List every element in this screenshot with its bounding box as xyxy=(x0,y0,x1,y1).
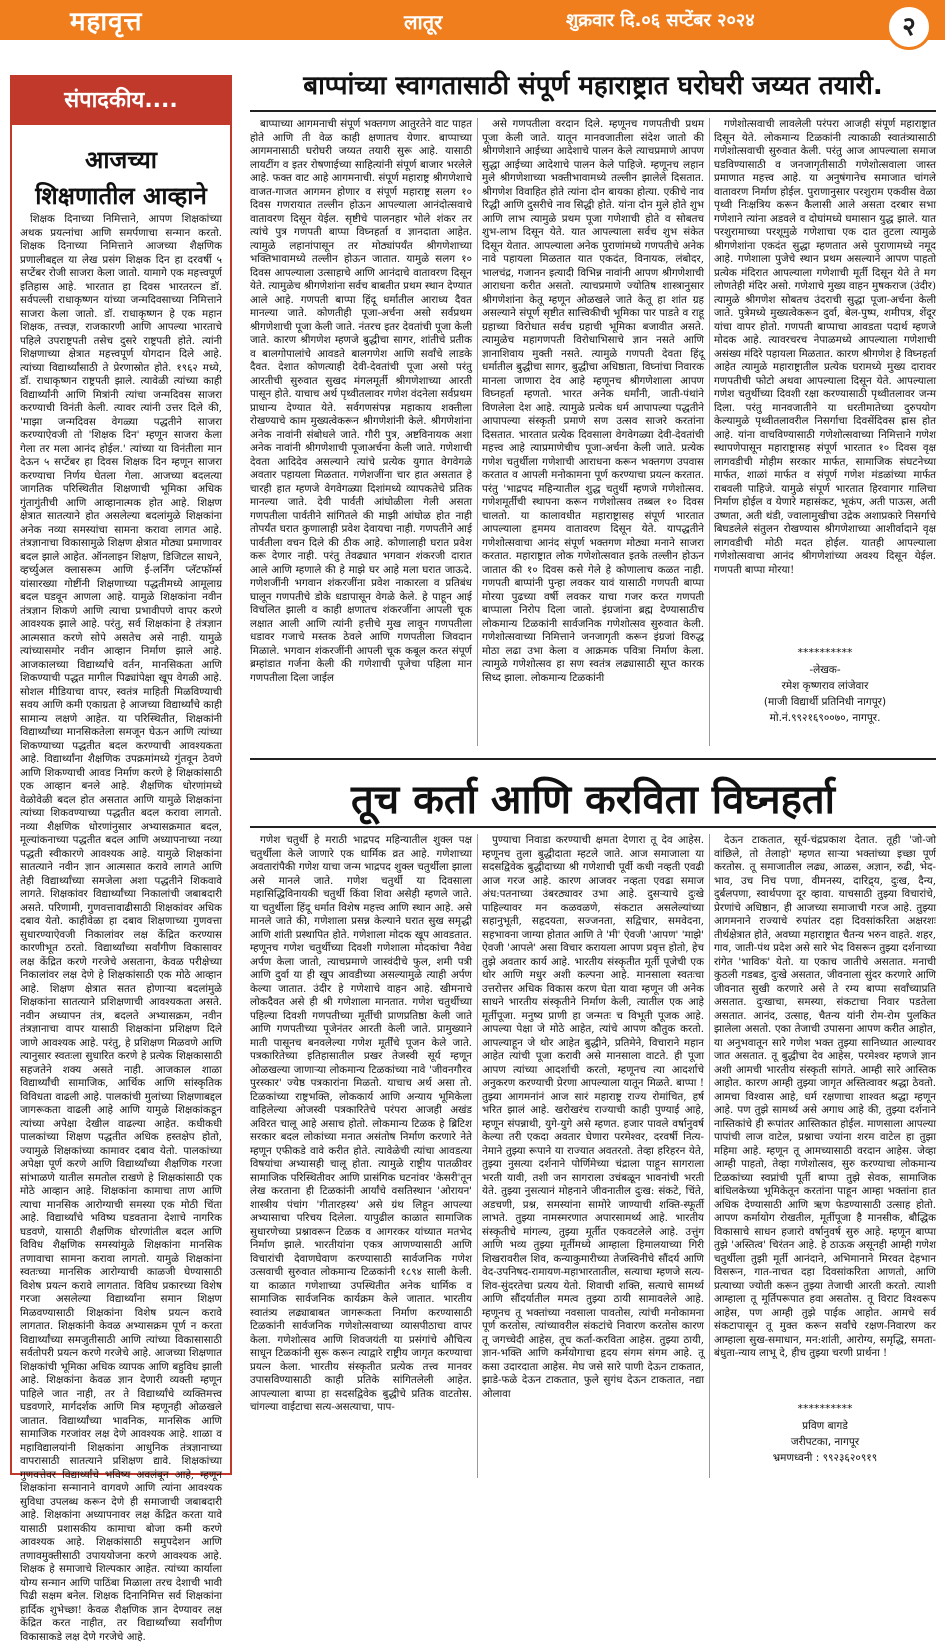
article2-col1-text: गणेश चतुर्थी हे मराठी भाद्रपद महिन्यातील शुक्ल पक्ष चतुर्थीला केले जाणारे एक धार्मिक व्रत आहे. गणेशाच्या अवतारांपैकी गणेश याचा जन्म भाद्रपद शुक्ल चतुर्थीला झाला असे मानले जाते. गणेश चतुर्थी या दिवसाला महासिद्धिविनायकी चतुर्थी किंवा शिवा असेही म्हणले जाते. या चतुर्थीला हिंदू धर्मात विशेष महत्त्व आणि स्थान आहे. असे मानले जाते की, गणेशाला प्रसन्न केल्याने घरात सुख समृद्धी आणि शांती प्रस्थापित होते. गणेशाला मोदक खूप आवडतात. म्हणूनच गणेश चतुर्थीच्या दिवशी गणेशाला मोदकांचा नैवेद्य अर्पण केला जातो, त्याचप्रमाणे जास्वंदीचे फुल, शमी पत्री आणि दुर्वा या ही खूप आवडीच्या असल्यामुळे त्याही अर्पण केल्या जातात. उंदीर हे गणेशाचे वाहन आहे. खीमनाचे लोकदैवत असे ही श्री गणेशाला मानतात. गणेश चतुर्थीच्या पहिल्या दिवशी गणपतीच्या मूर्तीची प्राणप्रतिष्ठा केली जाते आणि गणपतीच्या पूजेनंतर आरती केली जाते. प्रामुख्याने माती पासूनच बनवलेल्या गणेश मूर्तींचे पूजन केले जाते. पत्रकारितेच्या इतिहासातील प्रखर तेजस्वी सूर्य म्हणून ओळखल्या जाणाऱ्या लोकमान्य टिळकांच्या नावे 'जीवनगौरव पुरस्कार' ज्येष्ठ पत्रकारांना मिळतो. याचाच अर्थ असा तो. टिळकांच्या राष्ट्रभक्ति, लोककार्य आणि अन्याय भूमिकेला वाहिलेल्या ओजस्वी पत्रकारितेचे परंपरा आजही अखंड अविरत चालू आहे असाच होतो. लोकमान्य टिळक हे ब्रिटिश सरकार बदल लोकांच्या मनात असंतोष निर्माण करणारे नेते म्हणून एफीकडे वावे करीत होते. त्यावेळेची त्यांचा आवडत्या विषयांचा अभ्यासही चालू होता. त्यामुळे राष्ट्रीय पातळीवर सामाजिक परिस्थितीवर आणि प्रासंगिक घटनांवर 'केसरी'तून लेख करताना ही टिळकांनी आर्यांचे वसतिस्थान 'ओरायन' शास्त्रीय पंचांग 'गीतारहस्य' असे ग्रंथ लिहून आपल्या अभ्यासाचा परिचय दिलेला. यापुढील काळात सामाजिक सुधारणेच्या प्रश्नावरून टिळक व आगरकर यांच्यात मतभेद निर्माण झाले. भारतीयांना एकत्र आणण्यासाठी आणि विचारांची देवाणघेवाण करण्यासाठी सार्वजनिक गणेश उत्सवाची सुरुवात लोकमान्य टिळकांनी १८९४ साली केली. या काळात गणेशाच्या उपस्थितीत अनेक धार्मिक व सामाजिक सार्वजनिक कार्यक्रम केले जातात. भारतीय स्वातंत्र्य लढ्याबाबत जागरूकता निर्माण करण्यासाठी टिळकांनी सार्वजनिक गणेशोत्सवाच्या व्यासपीठाचा वापर केला. गणेशोत्सव आणि शिवजयंती या प्रसंगांचे औचित्य साधून टिळकांनी सुरू करून त्याद्वारे राष्ट्रीय जागृत करण्याचा प्रयत्न केला. भारतीय संस्कृतीत प्रत्येक तत्त्व मानवर उपासविण्यासाठी काही प्रतिके सांगितलेली आहेत. आपल्याला बाप्पा हा सदसद्विवेक बुद्धीचे प्रतिक वाटतोस. चांगल्या वाईटाचा सत्य-असत्याचा, पाप- xyxy=(250,834,472,1413)
article-separator-rule xyxy=(250,758,936,760)
article2-column-1 xyxy=(250,834,472,1478)
article1-headline: बाप्पांच्या स्वागतासाठी संपूर्ण महाराष्ट्रात घरोघरी जय्यत तयारी. xyxy=(303,71,883,101)
article1-byline-label: -लेखक- xyxy=(809,664,841,676)
article1-author-contact: मो.नं.९९२१६९००७०, नागपूर. xyxy=(769,712,881,724)
article2-author-contact: भ्रमणध्वनी : ९९२३६२०९१९ xyxy=(772,1452,878,1464)
article2-top-rule xyxy=(250,826,936,828)
article2-stars: ********** xyxy=(797,1402,853,1415)
editorial-box xyxy=(10,75,232,1643)
article2-column-3 xyxy=(714,834,936,1398)
article1-top-rule xyxy=(250,110,936,112)
issue-date: शुक्रवार दि.०६ सप्टेंबर २०२४ xyxy=(566,10,755,31)
article2-headline: तूच कर्ता आणि करविता विघ्नहर्ता xyxy=(350,777,836,823)
article2-col3-text: देऊन टाकतात, सूर्य-चंद्रप्रकाश देतात. तूही 'जो-जो वांछिले, तो तेलाहो' म्हणत साऱ्या भक्तांच्या इच्छा पूर्ण करतोस. तू समाजातील लढ्य, आळस, अज्ञान, रुढी, भेद-भाव, उच निच पणा, वीमनस्य, दारिद्र्य, दुःख, दैन्य, दुर्बलपणा, स्वार्थपणा दूर व्हावा. याचसाठी तुझ्या विचारांचे, प्रेरणांचे अधिष्ठान, ही आजच्या समाजाची गरज आहे. तुझ्या आगमनाने राज्याचे रुपांतर दहा दिवसांकरिता अक्षरशः तीर्थक्षेत्रात होते, अवघ्या महाराष्ट्रात चैतन्य भरुन वाहते. शहर, गाव, जाती-पंथ प्रदेश असे सारे भेद विसरून तुझ्या दर्शनाच्या रांगेत 'भाविक' येतो. या एकाच जातीचे असतात. मनाची कुठली गडबड, दुःखे असतात, जीवनाला सुंदर करणारे आणि जीवनात सुखी करणारे असे ते रम्य बाप्पा सर्वांच्याप्रति असतात. दुःखाचा, समस्या, संकटाचा निवार पडतेला असतात. आनंद, उत्साह, चैतन्य यांनी रोम-रोम पुलकित झालेला असतो. एका तेजाची उपासना आपण करीत आहोत, या अनुभवातून सारे गणेश भक्त तुझ्या सानिध्यात आल्यावर जात असतात. तू बुद्धीचा देव आहेस, परमेश्वर म्हणजे ज्ञान अशी आमची भारतीय संस्कृती सांगते. आम्ही सारे आस्तिक आहोत. कारण आम्ही तुझ्या जागृत अस्तित्वावर श्रद्धा ठेवतो. आमचा विश्वास आहे, धर्म रक्षणाचा शाश्वत श्रद्धा म्हणून आहे. पण तुझे सामर्थ्य असे अगाध आहे की, तुझ्या दर्शनाने नास्तिकांचे ही रूपांतर आस्तिकात होईल. माणसाला आपल्या पापांची लाज वाटेल, प्रश्नाचा ज्यांना शरम वाटेल हा तुझा महिमा आहे. म्हणून तू आमच्यासाठी वरदान आहेस. जेव्हा आम्ही पाहतो, तेव्हा गणेशोत्सव, सुरु करण्याचा लोकमान्य टिळकांच्या स्वप्नांची पूर्ती बाप्पा तुझे सेवक, सामाजिक बांधिलकेच्या भूमिकेतून करतांना पाहून आम्हा भक्तांना हात अधिक देण्यासाठी आणि ऋण फेडण्यासाठी उत्साह होतो. आपण कर्मायोग रोखतील, मूर्तीपूजा है मानसीक, बौद्धिक विकासाचे साधन हजारो वर्षानुवर्ष सुरु आहे. म्हणून बाप्पा तुझे 'अस्तित्व' चिरंतन आहे. हे ठाऊक असूनही आम्ही गणेश चतुर्थीला तुझी मूर्ती आनंदाने, अभिमानाने मिरवत देहभान विसरून, गात-नाचत दहा दिवसांकरिता आणतो, आणि प्रत्याच्या ज्योती करून तुझ्या तेजाची आरती करतो. त्याशी आम्हाला तू मूर्तिपरूपात हवा असतोस. तू विराट विश्वरूप आहेस, पण आम्ही तुझे पाईक आहोत. आमचे सर्व संकटापासून तू मुक्त करून सर्वांचे रक्षण-निवारण कर आम्हाला सुख-समाधान, मन:शांती, आरोग्य, समृद्धि, समता-बंधुता-न्याय लाभू दे, हीच तुझ्या चरणी प्रार्थना ! xyxy=(714,834,936,1359)
newspaper-name: महावृत्त xyxy=(70,7,143,37)
article1-col3-text: गणेशोत्सवाची लावलेली परंपरा आजही संपूर्ण महाराष्ट्रात दिसून येते. लोकमान्य टिळकांनी त्याकाळी स्वातंत्र्यासाठी गणेशोत्सवाची सुरुवात केली. परंतु आज आपल्याला समाज घडविण्यासाठी व जनजागृतीसाठी गणेशोत्सवाला जास्त प्रमाणात महत्त्व आहे. या अनुषंगानेच समाजात चांगले वातावरण निर्माण होईल. पुराणानुसार परशुराम एकवीस वेळा पृथ्वी निःक्षत्रिय करून कैलासी आले असता दरबार सभा गणेशाने त्यांना अडवले व दोघांमध्ये घमासान युद्ध झाले. यात परशुरामाच्या परशूमुळे गणेशाचा एक दात तुटला त्यामुळे श्रीगणेशांना एकदंत सुद्धा म्हणतात असे पुराणामध्ये नमूद आहे. गणेशाला पुजेचे स्थान प्रथम असल्याने आपण पाहतो प्रत्येक मंदिरात आपल्याला गणेशाची मूर्ती दिसून येते ते मग लोणतेही मंदिर असो. गणेशाचे मुख्य वाहन मुषकराज (उंदीर) त्यामुळे श्रीगणेश सोबतच उंदराची सुद्धा पूजा-अर्चना केली जाते. पुत्रेमध्ये मुख्यत्वेकरून दुर्वा, बेल-पुष्प, शमीपत्र, शेंदूर यांचा वापर होतो. गणपती बाप्पाचा आवडता पदार्थ म्हणजे मोदक आहे. त्यावरचरच नेपाळमध्ये आपल्याला गणेशाची असंख्य मंदिरे पहायला मिळतात. कारण श्रीगणेश हे विघ्नहर्ता आहेत त्यामुळे महाराष्ट्रातील प्रत्येक घरामध्ये मुख्य दारावर गणपतीची फोटो अथवा आपल्याला दिसून येते. आपल्याला गणेश चतुर्थीच्या दिवशी रक्षा करण्यासाठी पृथ्वीतलावर जन्म दिला. परंतु मानवजातीने या धरतीमातेच्या दुरुपयोग केल्यामुळे पृथ्वीतलावरील निसर्गाचा दिवसेंदिवस ह्रास होत आहे. यांना वाचविण्यासाठी गणेशोत्सवाच्या निमित्ताने गणेश स्थापणेपासून महाराष्ट्रासह संपूर्ण भारतात १० दिवस वृक्ष लागवडीची मोहीम सरकार मार्फत, सामाजिक संघटनेच्या मार्फत, शाळां मार्फत व संपूर्ण गणेश मंडळांच्या मार्फत राबवली पाहिजे. यामुळे संपूर्ण भारतात हिरवागार गालिचा निर्माण होईल व येणारे महासंकट, भूकंप, अती पाऊस, अती उष्णता, अती थंडी, ज्वालामुखीचा उद्रेक अशाप्रकारे निसर्गाचे बिघडलेले संतुलन रोखण्यास श्रीगणेशाच्या आशीर्वादाने वृक्ष लागवडीची मोठी मदत होईल. यातही आपल्याला गणेशोत्सवाचा आनंद श्रीगणेशांच्या अवश्य दिसून येईल. गणपती बाप्पा मोरया! xyxy=(714,118,936,576)
article2-author-name: प्रविण बागडे xyxy=(802,1420,848,1432)
article2-col2-text: पुण्याचा निवाडा करण्याची क्षमता देणारा तू देव आहेस. म्हणूनच तुला बुद्धीदाता म्हटले जाते. आज समाजाला या सदसद्विवेक बुद्धीदाच्या श्री गणेशाची पूर्वी कधी नव्हती एवढी आज गरज आहे. कारण आजवर नव्हता एवढा समाज अंध:पतनाच्या उंबरठ्यावर उभा आहे. दुसऱ्याचे दुःखे पाहिल्यावर मन कळवळणे, संकटात असलेल्यांच्या सहानुभूती, सहृदयता, सज्जनता, सद्विचार, समवेदना, सहभावना जाग्या होतात आणि ते 'मी' ऐवजी 'आपण' 'माझे' ऐवजी 'आपले' असा विचार करायला आपण प्रवृत्त होतो, हेच तुझे अवतार कार्य आहे. भारतीय संस्कृतीत मूर्ती पूजेची एक थोर आणि मधुर अशी कल्पना आहे. मानसाला स्वतःचा उत्तरोत्तर अधिक विकास करण घेता यावा म्हणून जी अनेक साधने भारतीय संस्कृतीने निर्माण केली, त्यातील एक आहे मूर्तीपूजा. मनुष्य प्राणी हा जन्मतः च विभूती पूजक आहे. आपल्या पेक्षा जे मोठे आहेत, त्यांचे आपण कौतुक करतो. आपल्याहून जे थोर आहेत बुद्धीने, प्रतिमेने, विचाराने महान आहेत त्यांची पूजा करावी असे मानसाला वाटते. ही पूजा आपण त्यांच्या आदर्शाची करतो, म्हणूनच त्या आदर्शाचे अनुकरण करण्याची प्रेरणा आपल्याला यातून मिळते. बाप्पा ! तुझ्या आगमनांनं आज सारं महाराष्ट्र राज्य रोमांचित, हर्ष भरित झालं आहे. खरोखरंच राज्याची काही पुण्याई आहे, म्हणून संपन्नाथी, युगे-युगे असे म्हणत. हजार पावले वर्षानुवर्ष केल्या तरी एकदा अवतार घेणारा परमेश्वर, दरवर्षी नित्य-नेमाने तुझ्या रूपाने या राज्यात अवतरतो. तेव्हा हरिहरन येते, तुझ्या नुसत्या दर्शनाने पोर्णिमेच्या चंद्राला पाहून सागराला भरती यावी, तशी जन सागराला उचंबळून भावनांची भरती येते. तुझ्या नुसत्यानं मोहनाने जीवनातील दुःख: संकटे, चिंते, अडचणी, प्रश्न, समस्यांना सामोरे जाण्याची शक्ति-स्फूर्ती लाभते. तुझ्या नामस्मरणात अपारसामर्थ्य आहे. भारतीय संस्कृतीचे मांगल्य, तुझ्या मूर्तीत एकवटलेले आहे. उत्तुंग आणि भव्य तुझ्या मूर्तीमध्ये आम्हाला हिमालयाच्या गिरी शिखरावरील शिव, कन्याकुमारीच्या तेजस्विनीचे सौंदर्य आणि वेद-उपनिषद-रामायण-महाभारतातील, सत्याचा म्हणजे सत्य-शिव-सुंदरतेचा प्रत्यय येतो. शिवाची शक्ति, सत्याचे सामर्थ्य आणि सौंदर्यातील ममत्व तुझ्या ठायी सामावलेले आहे. म्हणूनच तू भक्तांच्या नवसाला पावतोस, त्यांची मनोकामना पूर्ण करतोस, त्यांच्यावरील संकटांचे निवारण करतोस कारण तू जगच्चेदी आहेस, तूच कर्ता-करविता आहेस. तुझ्या ठायी, ज्ञान-भक्ति आणि कर्मयोगाचा हृदय संगम संगम आहे. तू कसा उदारदाता आहेस. मेघ जसे सारे पाणी देऊन टाकतात, झाडे-फळे देऊन टाकतात, फुले सुगंध देऊन टाकतात, नद्या ओलावा xyxy=(482,834,704,1400)
article2-author-place: जरीपटका, नागपूर xyxy=(790,1436,860,1448)
article1-author-title: (माजी विद्यार्थी प्रतिनिधी नागपूर) xyxy=(763,696,887,708)
article1-author-name: रमेश कृष्णराव लांजेवार xyxy=(781,680,869,692)
editorial-title-line1: आजच्या xyxy=(85,146,157,174)
editorial-sidebar xyxy=(10,75,232,1643)
editorial-banner: संपादकीय.... xyxy=(12,77,230,125)
column-divider xyxy=(709,834,710,1478)
masthead-bar xyxy=(0,0,945,40)
city-label: लातूर xyxy=(404,10,443,34)
editorial-body xyxy=(20,213,222,1643)
column-divider xyxy=(477,118,478,746)
editorial-body-text: शिक्षक दिनाच्या निमित्ताने, आपण शिक्षकांच्या अथक प्रयत्नांचा आणि समर्पणाचा सन्मान करतो. शिक्षक दिनाच्या निमित्ताने आजच्या शैक्षणिक प्रणालीबद्दल या लेख प्रसंग शिक्षक दिन हा दरवर्षी ५ सप्टेंबर रोजी साजरा केला जातो. यामागे एक महत्त्वपूर्ण इतिहास आहे. भारतात हा दिवस भारतरत्न डॉ. सर्वपल्ली राधाकृष्णन यांच्या जन्मदिवसाच्या निमित्ताने साजरा केला जातो. डॉ. राधाकृष्णन हे एक महान शिक्षक, तत्त्वज्ञ, राजकारणी आणि आपल्या भारताचे पहिले उपराष्ट्रपती तसेच दुसरे राष्ट्रपती होते. त्यांनी शिक्षणाच्या क्षेत्रात महत्त्वपूर्ण योगदान दिले आहे. त्यांच्या विद्यार्थ्यांसाठी ते प्रेरणास्रोत होते. १९६२ मध्ये, डॉ. राधाकृष्णन राष्ट्रपती झाले. त्यावेळी त्यांच्या काही विद्यार्थ्यांनी आणि मित्रांनी त्यांचा जन्मदिवस साजरा करण्याची विनंती केली. त्यावर त्यांनी उत्तर दिले की, 'माझा जन्मदिवस वेगळ्या पद्धतीने साजरा करण्याऐवजी तो 'शिक्षक दिन' म्हणून साजरा केला गेला तर मला आनंद होईल.' त्यांच्या या विनंतीला मान देऊन ५ सप्टेंबर हा दिवस शिक्षक दिन म्हणून साजरा करण्याचा निर्णय घेतला गेला. आजच्या बदलत्या जागतिक परिस्थितीत शिक्षणाची भूमिका अधिक गुंतागुंतीची आणि आव्हानात्मक होत आहे. शिक्षण क्षेत्रात सातत्याने होत असलेल्या बदलांमुळे शिक्षकांना अनेक नव्या समस्यांचा सामना करावा लागत आहे. तंत्रज्ञानाचा विकासामुळे शिक्षण क्षेत्रात मोठ्या प्रमाणावर बदल झाले आहेत. ऑनलाइन शिक्षण, डिजिटल साधने, व्हर्च्युअल क्लासरूम आणि ई-लर्निंग प्लॅटफॉर्म्स यांसारख्या गोष्टींनी शिक्षणाच्या पद्धतीमध्ये आमूलाग्र बदल घडवून आणला आहे. यामुळे शिक्षकांना नवीन तंत्रज्ञान शिकणे आणि त्याचा प्रभावीपणे वापर करणे आवश्यक झाले आहे. परंतु, सर्व शिक्षकांना हे तंत्रज्ञान आत्मसात करणे सोपे असतेच असे नाही. यामुळे त्यांच्यासमोर नवीन आव्हान निर्माण झाले आहे. आजकालच्या विद्यार्थ्यांचे वर्तन, मानसिकता आणि शिकण्याची पद्धत मागील पिढ्यांपेक्षा खूप वेगळी आहे. सोशल मीडियाचा वापर, स्वतंत्र माहिती मिळविण्याची सवय आणि कमी एकाग्रता हे आजच्या विद्यार्थ्यांचे काही सामान्य लक्षणे आहेत. या परिस्थितीत, शिक्षकांनी विद्यार्थ्यांच्या मानसिकतेला समजून घेऊन आणि त्यांच्या शिकण्याच्या पद्धतीत बदल करण्याची आवश्यकता आहे. विद्यार्थ्यांना शैक्षणिक उपक्रमांमध्ये गुंतवून ठेवणे आणि शिकण्याची आवड निर्माण करणे हे शिक्षकांसाठी एक आव्हान बनले आहे. शैक्षणिक धोरणांमध्ये वेळोवेळी बदल होत असतात आणि यामुळे शिक्षकांना त्यांच्या शिकवण्याच्या पद्धतीत बदल करावा लागतो. नव्या शैक्षणिक धोरणांनुसार अभ्यासक्रमात बदल, मूल्यांकनाच्या पद्धतीत बदल आणि अध्यापनाच्या नव्या पद्धती स्वीकारणे आवश्यक आहे. यामुळे शिक्षकांना सातत्याने नवीन ज्ञान आत्मसात करावे लागते आणि तेही विद्यार्थ्यांच्या समजेला अशा पद्धतीने शिकवावे लागते. शिक्षकांवर विद्यार्थ्यांच्या निकालांची जबाबदारी असते. परिणामी, गुणवत्तावाढीसाठी शिक्षकांवर अधिक दबाव येतो. काहीवेळा हा दबाव शिक्षणाच्या गुणवत्ता सुधारण्याऐवजी निकालांवर लक्ष केंद्रित करण्यास कारणीभूत ठरतो. विद्यार्थ्यांच्या सर्वांगीण विकासावर लक्ष केंद्रित करणे गरजेचे असताना, केवळ परीक्षेच्या निकालांवर लक्ष देणे हे शिक्षकांसाठी एक मोठे आव्हान आहे. शिक्षण क्षेत्रात सतत होणाऱ्या बदलांमुळे शिक्षकांना सातत्याने प्रशिक्षणाची आवश्यकता असते. नवीन अध्यापन तंत्र, बदलते अभ्यासक्रम, नवीन तंत्रज्ञानाचा वापर यासाठी शिक्षकांना प्रशिक्षण दिले जाणे आवश्यक आहे. परंतु, हे प्रशिक्षण मिळवणे आणि त्यानुसार स्वतःला सुधारित करणे हे प्रत्येक शिक्षकासाठी सहजतेने शक्य असते नाही. आजकाल शाळा विद्यार्थ्यांची सामाजिक, आर्थिक आणि सांस्कृतिक विविधता वाढली आहे. पालकांची मुलांच्या शिक्षणाबद्दल जागरूकता वाढली आहे आणि यामुळे शिक्षकांकडून त्यांच्या अपेक्षा देखील वाढल्या आहेत. कधीकधी पालकांच्या शिक्षण पद्धतीत अधिक हस्तक्षेप होतो, ज्यामुळे शिक्षकांच्या कामावर दबाव येतो. पालकांच्या अपेक्षा पूर्ण करणे आणि विद्यार्थ्यांच्या शैक्षणिक गरजा सांभाळणे यातील समतोल राखणे हे शिक्षकांसाठी एक मोठे आव्हान आहे. शिक्षकांना कामाचा ताण आणि त्याचा मानसिक आरोग्याची समस्या एक मोठी चिंता आहे. विद्यार्थ्यांचे भविष्य घडवताना देशाचे नागरिक घडवणे, यासाठी शैक्षणिक धोरणांतील बदल आणि विविध शैक्षणिक समस्यांमुळे शिक्षकांना मानसिक तणावाचा सामना करावा लागतो. यामुळे शिक्षकांना स्वतःच्या मानसिक आरोग्याची काळजी घेण्यासाठी विशेष प्रयत्न करावे लागतात. विविध प्रकारच्या विशेष गरजा असलेल्या विद्यार्थ्यांना समान शिक्षण मिळवण्यासाठी शिक्षकांना विशेष प्रयत्न करावे लागतात. शिक्षकांनी केवळ अभ्यासक्रम पूर्ण न करता विद्यार्थ्यांच्या समजुतीसाठी आणि त्यांच्या विकासासाठी सर्वतोपरी प्रयत्न करणे गरजेचे आहे. आजच्या शिक्षणात शिक्षकांची भूमिका अधिक व्यापक आणि बहुविध झाली आहे. शिक्षकांना केवळ ज्ञान देणारी व्यक्ती म्हणून पाहिले जात नाही, तर ते विद्यार्थ्यांचे व्यक्तिमत्त्व घडवणारे, मार्गदर्शक आणि मित्र म्हणूनही ओळखले जातात. विद्यार्थ्यांच्या भावनिक, मानसिक आणि सामाजिक गरजांवर लक्ष देणे आवश्यक आहे. शाळा व महाविद्यालयांनी शिक्षकांना आधुनिक तंत्रज्ञानाच्या वापरासाठी सातत्याने प्रशिक्षण द्यावे. शिक्षकांच्या गुणवत्तेवर विद्यार्थ्यांचे भविष्य अवलंबून आहे, म्हणून शिक्षकांना सन्मानाने वागवणे आणि त्यांना आवश्यक सुविधा उपलब्ध करून देणे ही समाजाची जबाबदारी आहे. शिक्षकांना अध्यापनावर लक्ष केंद्रित करता यावे यासाठी प्रशासकीय कामाचा बोजा कमी करणे आवश्यक आहे. शिक्षकांसाठी समुपदेशन आणि तणावमुक्तीसाठी उपाययोजना करणे आवश्यक आहे. शिक्षक हे समाजाचे शिल्पकार आहेत. त्यांच्या कार्याला योग्य सन्मान आणि पाठिंबा मिळाला तरच देशाची भावी पिढी सक्षम बनेल. शिक्षक दिनानिमित्त सर्व शिक्षकांना हार्दिक शुभेच्छा! केवळ शैक्षणिक ज्ञान देण्यावर लक्ष केंद्रित करत नाहीत, तर विद्यार्थ्यांच्या सर्वांगीण विकासाकडे लक्ष देणे गरजेचे आहे. xyxy=(20,213,222,1643)
article1-col1-text: बाप्पाच्या आगमनाची संपूर्ण भक्तगण आतुरतेने वाट पाहत होते आणि ती वेळ काही क्षणातच येणार. बाप्पाच्या आगमनासाठी घरोघरी जय्यत तयारी सुरू आहे. यासाठी लायटींग व इतर रोषणाईच्या साहित्यांनी संपूर्ण बाजार भरलेले आहे. फक्त वाट आहे आगमनाची. संपूर्ण महाराष्ट्र श्रीगणेशाचे वाजत-गाजत आगमन होणार व संपूर्ण महाराष्ट्र सलग १० दिवस गणरायात तल्लीन होऊन आपल्याला आनंदोत्सवाचे वातावरण दिसून येईल. सृष्टीचे पालनहार भोले शंकर तर त्यांचे पुत्र गणपती बाप्पा विघ्नहर्ता व ज्ञानदाता आहेत. त्यामुळे लहानांपासून तर मोठ्यांपर्यंत श्रीगणेशाच्या भक्तिभावामध्ये तल्लीन होऊन जातात. यामुळे सलग १० दिवस आपल्याला उत्साहाचे आणि आनंदाचे वातावरण दिसून येते. त्यामुळेच श्रीगणेशांना सर्वच बाबतीत प्रथम स्थान देण्यात आले आहे. गणपती बाप्पा हिंदू धर्मातील आराध्य दैवत मानल्या जाते. कोणतीही पूजा-अर्चना असो सर्वप्रथम श्रीगणेशाची पूजा केली जाते. नंतरच इतर देवतांची पूजा केली जाते. कारण श्रीगणेश म्हणजे बुद्धीचा सागर, शांतीचे प्रतीक व बालगोपालांचे आवडते बालगणेश आणि सर्वांचे लाडके दैवत. देशात कोणत्याही देवी-देवतांची पूजा असो परंतु आरतीची सुरुवात सुखद मंगलमूर्ती श्रीगणेशाच्या आरती पासून होते. याचाच अर्थ पृथ्वीतलावर गणेश वंदनेला सर्वप्रथम प्राधान्य देण्यात येते. सर्वगणसंपन्न महाकाय शक्तीला रोखण्याचे काम मुख्यत्वेकरून श्रीगणेशांनी केले. श्रीगणेशांना अनेक नावांनी संबोधले जाते. गौरी पुत्र, अष्टविनायक अशा अनेक नावांनी श्रीगणेशाची पूजाअर्चना केली जाते. गणेशाची देवता आदिदेव असल्याने त्यांचे प्रत्येक युगात वेगवेगळे अवतार पहायला मिळतात. गणेशजींना चार हात असतात हे चारही हात म्हणजे वेगवेगळ्या दिशांमध्ये व्यापकतेचे प्रतिक मानल्या जाते. देवी पार्वती आंघोळीला गेली असता गणपतीला पार्वतीने सांगितले की माझी आंघोळ होत नाही तोपर्यंत घरात कुणालाही प्रवेश देवायचा नाही. गणपतीने आई पार्वतीला वचन दिले की ठीक आहे. कोणालाही घरात प्रवेश करू देणार नाही. परंतु तेवढ्यात भगवान शंकरजी दारात आले आणि म्हणाले की हे माझे घर आहे मला घरात जाऊदे. गणेशजींनी भगवान शंकरजींना प्रवेश नाकारला व प्रतिबंध घालून गणपतीचे डोके धडापासून वेगळे केले. हे पाहून आई विचलित झाली व काही क्षणातच शंकरजींना आपली चूक लक्षात आली आणि त्यांनी हत्तीचे मुख लावून गणपतीला धडावर गजाचे मस्तक ठेवले आणि गणपतीला जिवदान मिळाले. भगवान शंकरजींनी आपली चूक कबूल करत संपूर्ण ब्रम्हांडात गर्जना केली की गणेशाची पूजेचा पहिला मान गणपतीला दिला जाईल xyxy=(250,118,472,684)
article1-column-2 xyxy=(482,118,704,746)
column-divider xyxy=(477,834,478,1478)
editorial-title-line2: शिक्षणातील आव्हाने xyxy=(35,182,207,210)
article1-col2-text: असे गणपतीला वरदान दिले. म्हणूनच गणपतीची प्रथम पूजा केली जाते. यातून मानवजातीला संदेश जातो की श्रीगणेशाने आईच्या आदेशाचे पालन केले त्याचप्रमाणे आपण सुद्धा आईच्या आदेशाचे पालन केले पाहिजे. म्हणूनच लहान मुले श्रीगणेशाच्या भक्तीभावामध्ये तल्लीन झालेले दिसतात. श्रीगणेश विवाहित होते त्यांना दोन बायका होत्या. एकीचे नाव रिद्धी आणि दुसरीचे नाव सिद्धी होते. यांना दोन मुले होते शुभ आणि लाभ त्यामुळे प्रथम पूजा गणेशाची होते व सोबतच शुभ-लाभ दिसून येते. यात आपल्याला सर्वच शुभ संकेत दिसून येतात. आपल्याला अनेक पुराणांमध्ये गणपतीचे अनेक नावे पहायला मिळतात यात एकदंत, विनायक, लंबोदर, भालचंद्र, गजानन इत्यादी विभिन्न नावांनी आपण श्रीगणेशाची आराधना करीत असतो. त्याचप्रमाणे ज्योतिष शास्त्रानुसार श्रीगणेशांना केतू म्हणून ओळखले जाते केतू हा शांत ग्रह असल्याने संपूर्ण सृष्टीत सात्त्विकीची भूमिका पार पाडते व राहू ग्रहाच्या विरोधात सर्वच ग्रहाची भूमिका बजावीत असते. त्यामुळेच महागणपती विरोधाभिसाचे ज्ञान नसते आणि ज्ञानाशिवाय मुक्ती नसते. त्यामुळे गणपती देवता हिंदू धर्मातील बुद्धीचा सागर, बुद्धीचा अधिष्ठाता, विघ्नांचा निवारक मानला जाणारा देव आहे म्हणूनच श्रीगणेशाला आपण विघ्नहर्ता म्हणतो. भारत अनेक धर्मांनी, जाती-पंथांने विणलेला देश आहे. त्यामुळे प्रत्येक धर्म आपापल्या पद्धतीने आपापल्या संस्कृती प्रमाणे सण उत्सव साजरे करतांना दिसतात. भारतात प्रत्येक दिवसाला वेगवेगळ्या देवी-देवतांची महत्त्व आहे त्याप्रमाणेचीच पूजा-अर्चना केली जाते. प्रत्येक गणेश चतुर्थीला गणेशाची आराधना करून भक्तगण उपवास करतात व आपली मनोकामना पूर्ण करण्याचा प्रयत्न करतात. परंतु 'भाद्रपद महिन्यातील शुद्ध चतुर्थी म्हणजे गणेशोत्सव. गणेशमूर्तीची स्थापना करून गणेशोत्सव तब्बल १० दिवस चालतो. या कालावधीत महाराष्ट्रासह संपूर्ण भारतात आपल्याला हृममय वातावरण दिसून येते. यापद्धतीने गणेशोत्सवाचा आनंद संपूर्ण भक्तगण मोठ्या मनाने साजरा करतात. महाराष्ट्रात लोक गणेशोत्सवात इतके तल्लीन होऊन जातात की १० दिवस कसे गेले हे कोणालाच कळत नाही. गणपती बाप्पांनी पुन्हा लवकर यावं यासाठी गणपती बाप्पा मोरया पुढच्या वर्षी लवकर याचा गजर करत गणपती बाप्पाला निरोप दिला जातो. इंग्रजांना ब्रह्म देण्यासाठीच लोकमान्य टिळकांनी सार्वजनिक गणेशोत्सव सुरुवात केली. गणेशोत्सवाच्या निमित्ताने जनजागृती करून इंग्रजां विरुद्ध मोठा लढा उभा केला व आक्रमक पवित्रा निर्माण केला. त्यामुळे गणेशोत्सव हा सण स्वतंत्र लढ्यासाठी सूप्त कारक सिध्द झाला. लोकमान्य टिळकांनी xyxy=(482,118,704,684)
column-divider xyxy=(709,118,710,746)
article1-column-3 xyxy=(714,118,936,644)
page-number-badge: २ xyxy=(886,4,932,50)
article2-column-2 xyxy=(482,834,704,1478)
article1-stars: ********** xyxy=(797,646,853,659)
article1-column-1 xyxy=(250,118,472,746)
